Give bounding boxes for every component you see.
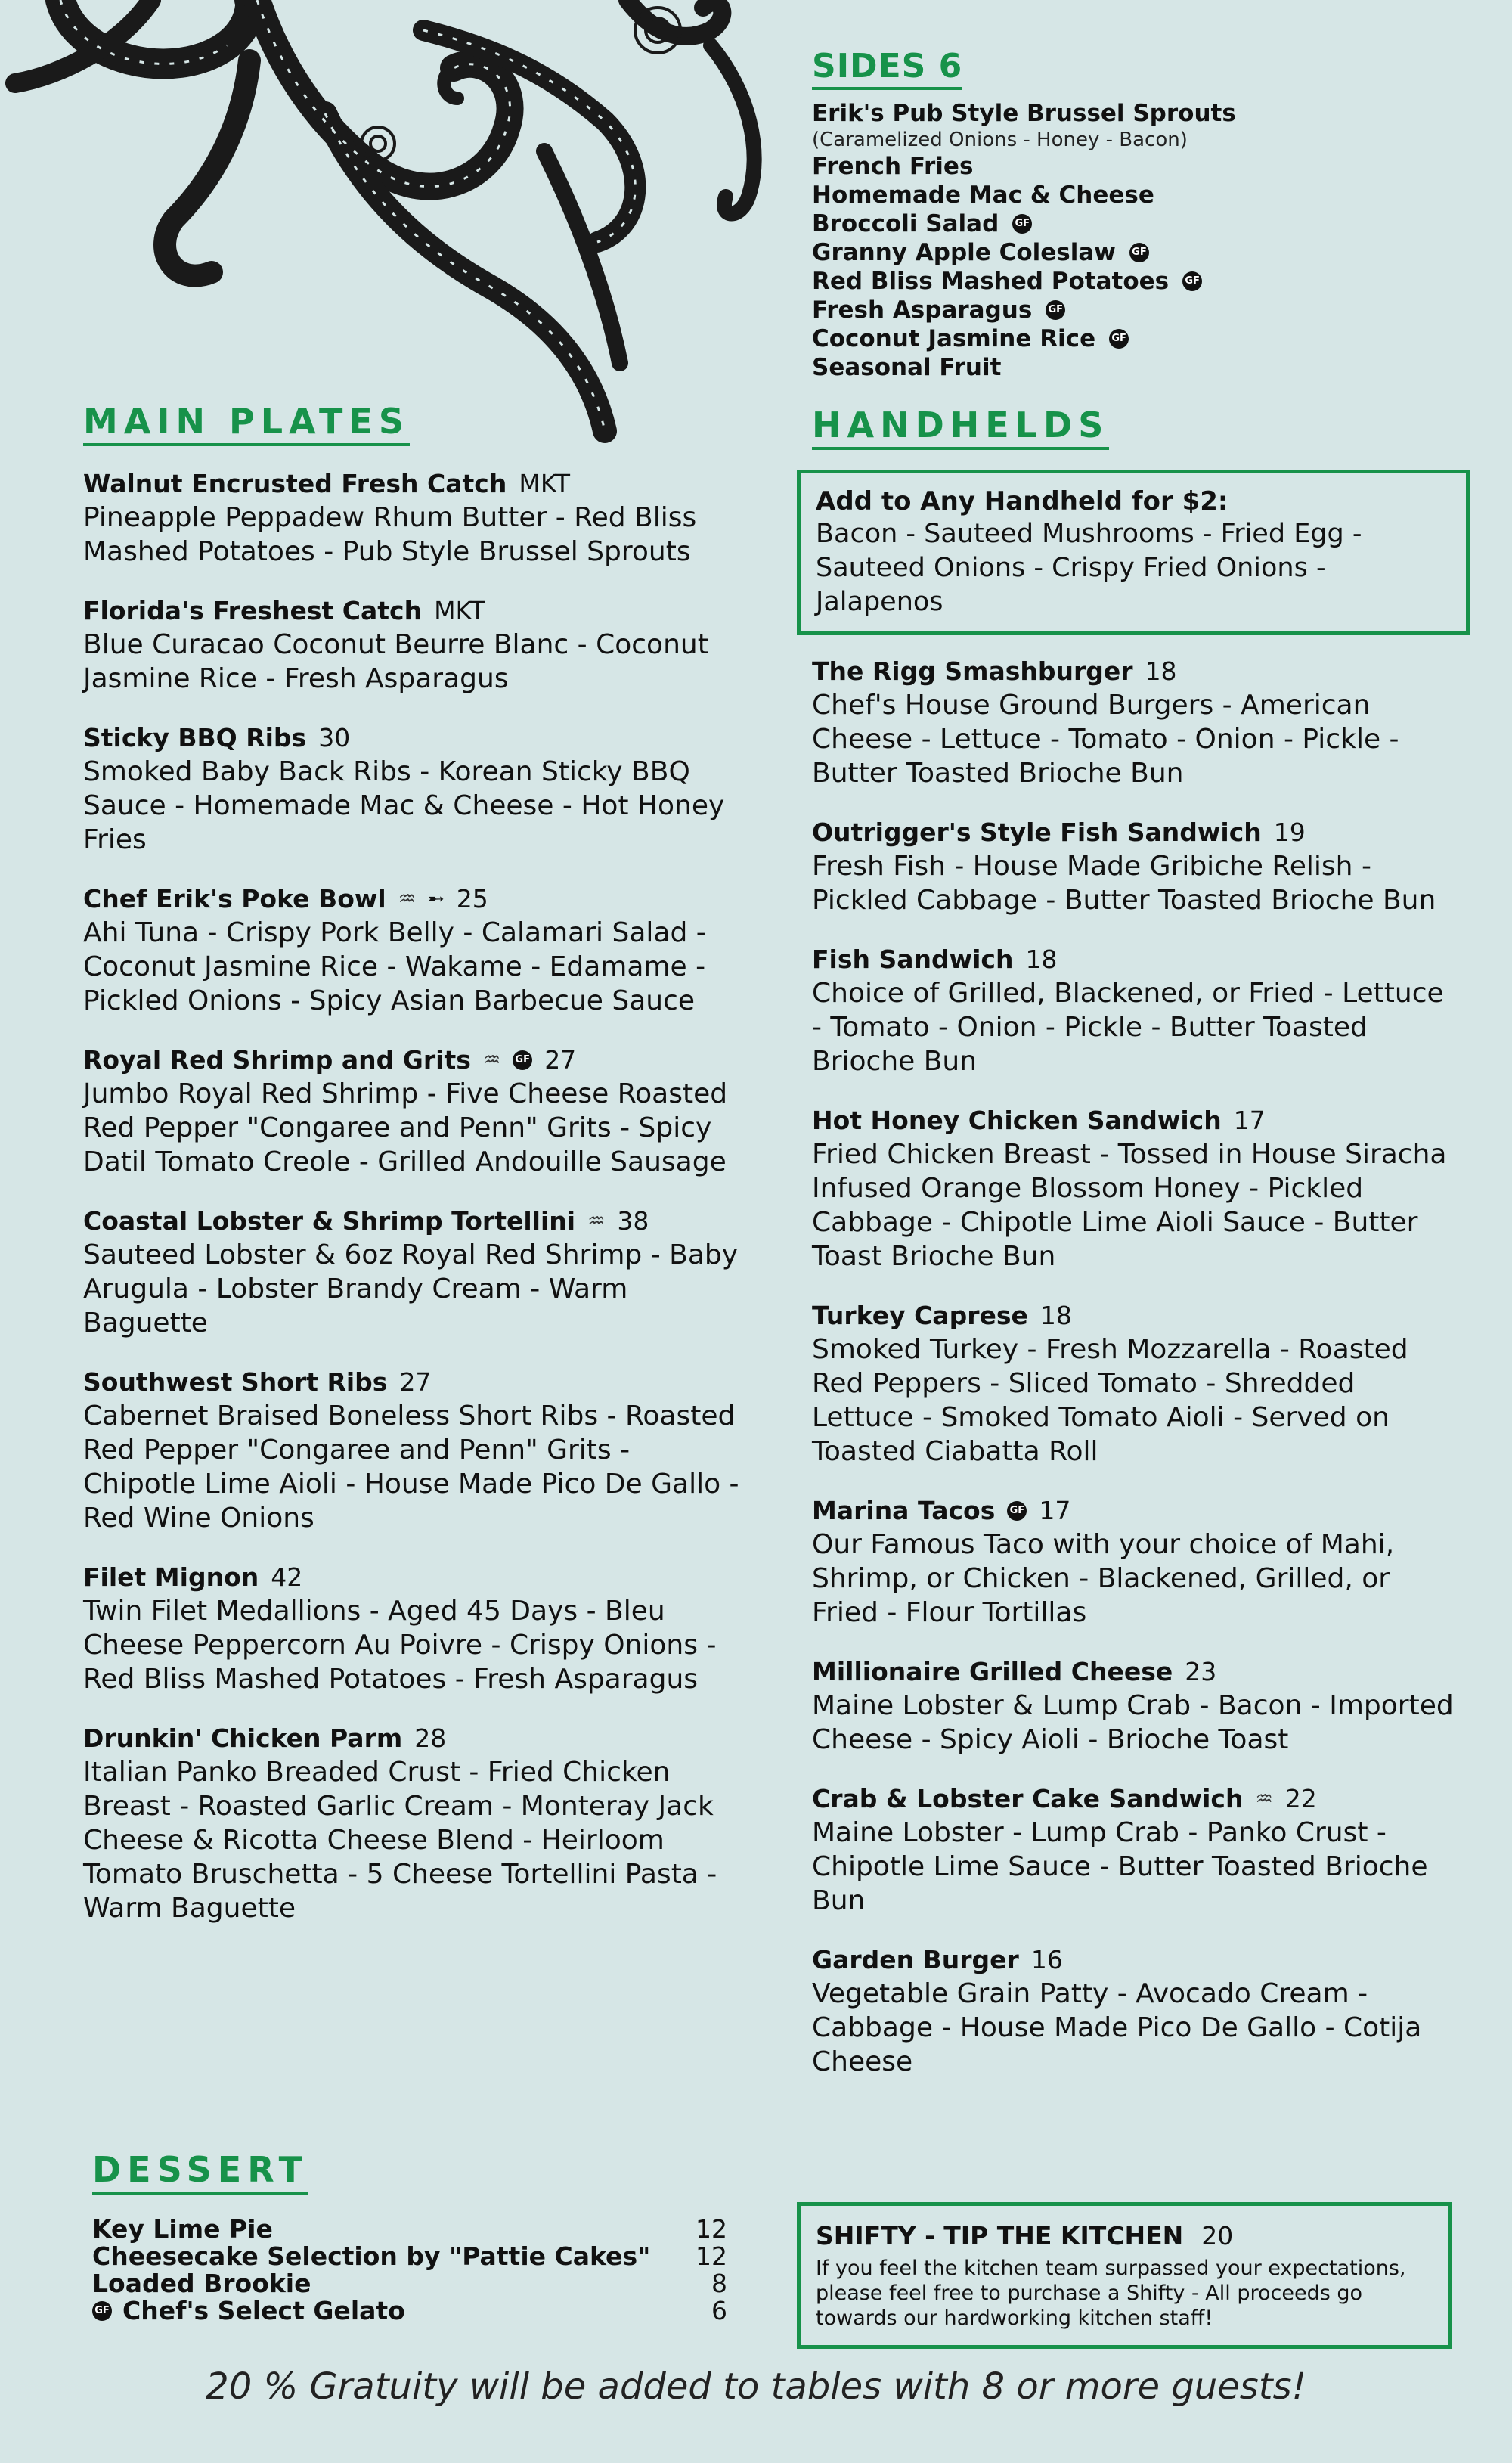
menu-item [812, 1299, 1455, 1469]
menu-item-price: 42 [271, 1562, 303, 1592]
menu-item-description: Choice of Grilled, Blackened, or Fried - Lettuce - Tomato - Onion - Pickle - Butter Toasted Brioche Bun [812, 978, 1444, 1077]
dessert-title: DESSERT [92, 2149, 308, 2195]
menu-item-description: Our Famous Taco with your choice of Mahi, Shrimp, or Chicken - Blackened, Grilled, or Fried - Flour Tortillas [812, 1529, 1395, 1628]
menu-item-price: 25 [456, 884, 488, 914]
shifty-name: SHIFTY - TIP THE KITCHEN [816, 2221, 1184, 2251]
side-item-name: Fresh Asparagus [812, 296, 1033, 324]
menu-item-description: Fresh Fish - House Made Gribiche Relish - Pickled Cabbage - Butter Toasted Brioche Bun [812, 851, 1436, 916]
menu-item-description: Vegetable Grain Patty - Avocado Cream - Cabbage - House Made Pico De Gallo - Cotija Cheese [812, 1978, 1422, 2077]
main-plates-list [83, 467, 748, 1925]
menu-item-price: MKT [434, 596, 485, 625]
menu-item-price: 22 [1284, 1784, 1317, 1813]
menu-item-description: Maine Lobster & Lump Crab - Bacon - Imported Cheese - Spicy Aioli - Brioche Toast [812, 1690, 1454, 1755]
menu-item [812, 943, 1455, 1078]
dessert-item [92, 2270, 727, 2297]
gratuity-note: 20 % Gratuity will be added to tables with 8 or more guests! [206, 2365, 1306, 2408]
menu-item [812, 655, 1455, 790]
dessert-price: 12 [696, 2241, 727, 2271]
menu-item [812, 1494, 1455, 1630]
main-plates-section [83, 401, 748, 1951]
menu-item [83, 1366, 748, 1535]
menu-item-name: Garden Burger [812, 1945, 1019, 1974]
side-item [812, 181, 1455, 209]
menu-item [83, 467, 748, 569]
side-item [812, 353, 1455, 382]
shellfish-icon: ♒ [587, 1210, 606, 1233]
menu-item-price: 16 [1030, 1945, 1063, 1974]
menu-item-name: Fish Sandwich [812, 945, 1014, 974]
handheld-addon-box [797, 470, 1470, 635]
handhelds-list [812, 655, 1455, 2079]
menu-item-name: Florida's Freshest Catch [83, 596, 423, 625]
dessert-section [92, 2149, 727, 2325]
gluten-free-icon: GF [1012, 214, 1032, 234]
shifty-text: If you feel the kitchen team surpassed your expectations, please feel free to purchase a Shifty - All proceeds go towards our hardworking kitchen staff! [816, 2257, 1406, 2330]
side-item [812, 296, 1455, 324]
menu-item-description: Blue Curacao Coconut Beurre Blanc - Coconut Jasmine Rice - Fresh Asparagus [83, 629, 708, 694]
gluten-free-icon: GF [1007, 1501, 1027, 1521]
dessert-name: Loaded Brookie [92, 2269, 311, 2298]
menu-item-description: Twin Filet Medallions - Aged 45 Days - Bleu Cheese Peppercorn Au Poivre - Crispy Onions - Red Bliss Mashed Potatoes - Fresh Asparagus [83, 1596, 717, 1695]
menu-item-price: 27 [544, 1045, 577, 1075]
menu-item [812, 1655, 1455, 1757]
side-item [812, 324, 1455, 353]
menu-item-price: 17 [1233, 1106, 1266, 1135]
menu-item-description: Fried Chicken Breast - Tossed in House Siracha Infused Orange Blossom Honey - Pickled Cabbage - Chipotle Lime Aioli Sauce - Butter Toast Brioche Bun [812, 1139, 1447, 1272]
gluten-free-icon: GF [92, 2301, 112, 2321]
menu-item [83, 1205, 748, 1340]
dessert-name-wrap [92, 2297, 405, 2325]
menu-item-price: 17 [1039, 1496, 1071, 1525]
side-item [812, 267, 1455, 296]
sides-title: SIDES 6 [812, 47, 962, 90]
menu-item-name: Southwest Short Ribs [83, 1367, 388, 1397]
menu-item-name: Drunkin' Chicken Parm [83, 1723, 403, 1753]
menu-item [83, 721, 748, 857]
shifty-price: 20 [1201, 2221, 1234, 2251]
side-item-name: Granny Apple Coleslaw [812, 239, 1116, 266]
side-item-name: Red Bliss Mashed Potatoes [812, 268, 1170, 295]
raw-fish-icon: ➸ [427, 888, 445, 910]
side-item-name: Erik's Pub Style Brussel Sprouts [812, 100, 1236, 127]
dessert-name: Key Lime Pie [92, 2214, 273, 2244]
menu-item [83, 1044, 748, 1179]
dessert-price: 12 [696, 2214, 727, 2244]
menu-item-name: Royal Red Shrimp and Grits [83, 1045, 471, 1075]
menu-item-name: Walnut Encrusted Fresh Catch [83, 469, 507, 498]
menu-item-description: Chef's House Ground Burgers - American Cheese - Lettuce - Tomato - Onion - Pickle - Butter Toasted Brioche Bun [812, 690, 1399, 789]
dessert-item [92, 2243, 727, 2270]
dessert-name: Chef's Select Gelato [122, 2296, 405, 2325]
menu-item-price: 19 [1273, 817, 1306, 847]
menu-item-description: Maine Lobster - Lump Crab - Panko Crust - Chipotle Lime Sauce - Butter Toasted Brioche Bun [812, 1817, 1428, 1916]
side-item-name: French Fries [812, 153, 974, 180]
menu-item-name: The Rigg Smashburger [812, 656, 1133, 686]
menu-item-price: 28 [414, 1723, 447, 1753]
addon-title: Add to Any Handheld for $2: [816, 486, 1228, 516]
gluten-free-icon: GF [1046, 300, 1065, 320]
menu-item-description: Sauteed Lobster & 6oz Royal Red Shrimp - Baby Arugula - Lobster Brandy Cream - Warm Baguette [83, 1239, 739, 1339]
menu-item [812, 1104, 1455, 1273]
menu-item [83, 594, 748, 696]
menu-item-price: 18 [1145, 656, 1177, 686]
menu-item [812, 1943, 1455, 2079]
side-item-name: Broccoli Salad [812, 210, 999, 237]
main-plates-title: MAIN PLATES [83, 401, 410, 446]
shifty-box [797, 2202, 1452, 2349]
menu-item [812, 1782, 1455, 1918]
dessert-price: 6 [711, 2296, 727, 2325]
menu-item-description: Smoked Turkey - Fresh Mozzarella - Roasted Red Peppers - Sliced Tomato - Shredded Lettuce - Smoked Tomato Aioli - Served on Toasted Ciabatta Roll [812, 1334, 1408, 1467]
shellfish-icon: ♒ [1255, 1788, 1273, 1810]
menu-item-price: 18 [1025, 945, 1058, 974]
menu-item-name: Hot Honey Chicken Sandwich [812, 1106, 1222, 1135]
side-item [812, 238, 1455, 267]
menu-item-name: Turkey Caprese [812, 1301, 1028, 1330]
handhelds-title: HANDHELDS [812, 405, 1109, 450]
menu-item-price: 30 [318, 723, 351, 752]
menu-item-price: 38 [617, 1206, 649, 1236]
gluten-free-icon: GF [513, 1050, 532, 1070]
gluten-free-icon: GF [1129, 243, 1149, 262]
menu-item-name: Crab & Lobster Cake Sandwich [812, 1784, 1244, 1813]
side-item-name: Homemade Mac & Cheese [812, 181, 1154, 209]
menu-item-description: Jumbo Royal Red Shrimp - Five Cheese Roasted Red Pepper "Congaree and Penn" Grits - Spicy Datil Tomato Creole - Grilled Andouille Sausage [83, 1078, 728, 1177]
addon-text: Bacon - Sauteed Mushrooms - Fried Egg - Sauteed Onions - Crispy Fried Onions - Jalapenos [816, 519, 1362, 617]
shellfish-icon: ♒ [482, 1049, 501, 1072]
menu-item-description: Ahi Tuna - Crispy Pork Belly - Calamari Salad - Coconut Jasmine Rice - Wakame - Edamame - Pickled Onions - Spicy Asian Barbecue Sauce [83, 917, 706, 1016]
shellfish-icon: ♒ [398, 888, 416, 910]
dessert-item [92, 2216, 727, 2243]
menu-item [812, 816, 1455, 917]
dessert-item [92, 2297, 727, 2325]
side-item [812, 209, 1455, 238]
gluten-free-icon: GF [1109, 329, 1129, 349]
menu-item [83, 1722, 748, 1925]
menu-item [83, 883, 748, 1018]
menu-item-name: Coastal Lobster & Shrimp Tortellini [83, 1206, 576, 1236]
menu-item-price: 27 [399, 1367, 432, 1397]
octopus-illustration-icon [0, 0, 771, 454]
side-item-name: Coconut Jasmine Rice [812, 325, 1096, 352]
dessert-list [92, 2216, 727, 2325]
menu-item-name: Filet Mignon [83, 1562, 259, 1592]
menu-item-name: Millionaire Grilled Cheese [812, 1657, 1173, 1686]
side-item [812, 152, 1455, 181]
menu-item-description: Smoked Baby Back Ribs - Korean Sticky BBQ Sauce - Homemade Mac & Cheese - Hot Honey Fries [83, 756, 725, 855]
gluten-free-icon: GF [1182, 271, 1202, 291]
menu-item-name: Chef Erik's Poke Bowl [83, 884, 386, 914]
menu-item-price: 18 [1040, 1301, 1072, 1330]
dessert-price: 8 [711, 2269, 727, 2298]
menu-item-description: Cabernet Braised Boneless Short Ribs - Roasted Red Pepper "Congaree and Penn" Grits - Chipotle Lime Aioli - House Made Pico De Gallo - Red Wine Onions [83, 1401, 739, 1534]
menu-item-description: Pineapple Peppadew Rhum Butter - Red Bliss Mashed Potatoes - Pub Style Brussel Sprouts [83, 502, 697, 567]
menu-item-price: 23 [1185, 1657, 1217, 1686]
right-column [812, 47, 1455, 2105]
dessert-name: Cheesecake Selection by "Pattie Cakes" [92, 2241, 651, 2271]
side-item-name: Seasonal Fruit [812, 354, 1002, 381]
side-item-note: (Caramelized Onions - Honey - Bacon) [812, 129, 1188, 151]
menu-item-name: Marina Tacos [812, 1496, 996, 1525]
menu-item-description: Italian Panko Breaded Crust - Fried Chicken Breast - Roasted Garlic Cream - Monteray Jack Cheese & Ricotta Cheese Blend - Heirloom Tomato Bruschetta - 5 Cheese Tortellini Pasta - Warm Baguette [83, 1757, 717, 1924]
sides-list [812, 99, 1455, 382]
menu-item-name: Sticky BBQ Ribs [83, 723, 307, 752]
menu-item [83, 1561, 748, 1696]
menu-item-price: MKT [519, 469, 571, 498]
menu-item-name: Outrigger's Style Fish Sandwich [812, 817, 1262, 847]
side-item [812, 99, 1455, 128]
